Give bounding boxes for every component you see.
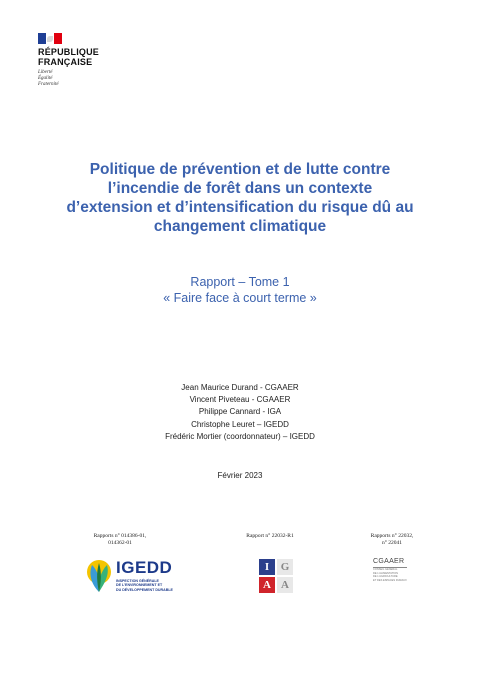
igedd-reference: [70, 533, 170, 547]
igedd-subtitle-line: DU DÉVELOPPEMENT DURABLE: [116, 587, 173, 592]
motto-egalite: Égalité: [38, 76, 53, 81]
reference-line: Rapport n° 22032-R1: [246, 533, 294, 539]
iga-letter: A: [259, 577, 275, 593]
motto-fraternite: Fraternité: [38, 82, 59, 87]
iga-letter: A: [277, 577, 293, 593]
reference-line: Rapports n° 014386-01,: [93, 533, 147, 539]
republique-francaise-logo: [38, 33, 128, 88]
author-line: Vincent Piveteau - CGAAER: [189, 395, 291, 405]
cgaaer-subtitle-line: CONSEIL GÉNÉRAL: [373, 568, 398, 571]
author-line: Frédéric Mortier (coordonnateur) – IGEDD: [165, 431, 315, 441]
igedd-leaf-icon: [86, 559, 112, 593]
reference-line: n° 22041: [381, 540, 403, 546]
cgaaer-subtitle-line: ET DES ESPACES RURAUX: [373, 578, 407, 582]
cgaaer-subtitle: [373, 568, 413, 582]
igedd-subtitle: [116, 579, 173, 592]
igedd-subtitle-line: INSPECTION GÉNÉRALE: [116, 579, 159, 583]
iga-reference: [230, 533, 310, 540]
motto-liberte: Liberté: [38, 70, 53, 75]
cgaaer-reference: [362, 533, 422, 547]
title-line: d’extension et d’intensification du risque dû au: [66, 199, 414, 216]
author-line: Jean Maurice Durand - CGAAER: [181, 383, 299, 392]
title-line: l’incendie de forêt dans un contexte: [107, 180, 373, 197]
report-date: Février 2023: [217, 471, 263, 480]
title-line: Politique de prévention et de lutte contre: [89, 161, 391, 178]
republic-line-1: RÉPUBLIQUE: [38, 47, 100, 57]
reference-line: 014362-01: [108, 540, 132, 546]
iga-letter: G: [277, 559, 293, 575]
reference-line: Rapports n° 22032,: [370, 533, 414, 539]
cgaaer-subtitle-line: DE L'AGRICULTURE: [373, 575, 398, 579]
cgaaer-logo: [373, 558, 413, 598]
iga-logo: [259, 559, 295, 595]
igedd-logo: [86, 559, 186, 595]
report-subtitle: [40, 274, 440, 306]
subtitle-heading: « Faire face à court terme »: [163, 291, 317, 305]
author-line: Philippe Cannard - IGA: [198, 407, 282, 417]
marianne-flag-icon: [38, 33, 62, 44]
subtitle-tome: Rapport – Tome 1: [190, 275, 290, 289]
authors-list: [100, 382, 380, 443]
report-title: [40, 160, 440, 236]
cgaaer-subtitle-line: DE L'ALIMENTATION: [373, 571, 399, 575]
igedd-subtitle-line: DE L'ENVIRONNEMENT ET: [116, 583, 163, 588]
iga-letter: I: [259, 559, 275, 575]
title-line: changement climatique: [153, 218, 327, 235]
author-line: Christophe Leuret – IGEDD: [191, 419, 289, 429]
republic-line-2: FRANÇAISE: [38, 57, 93, 67]
cgaaer-name: CGAAER: [373, 558, 405, 565]
igedd-name: IGEDD: [116, 558, 173, 577]
